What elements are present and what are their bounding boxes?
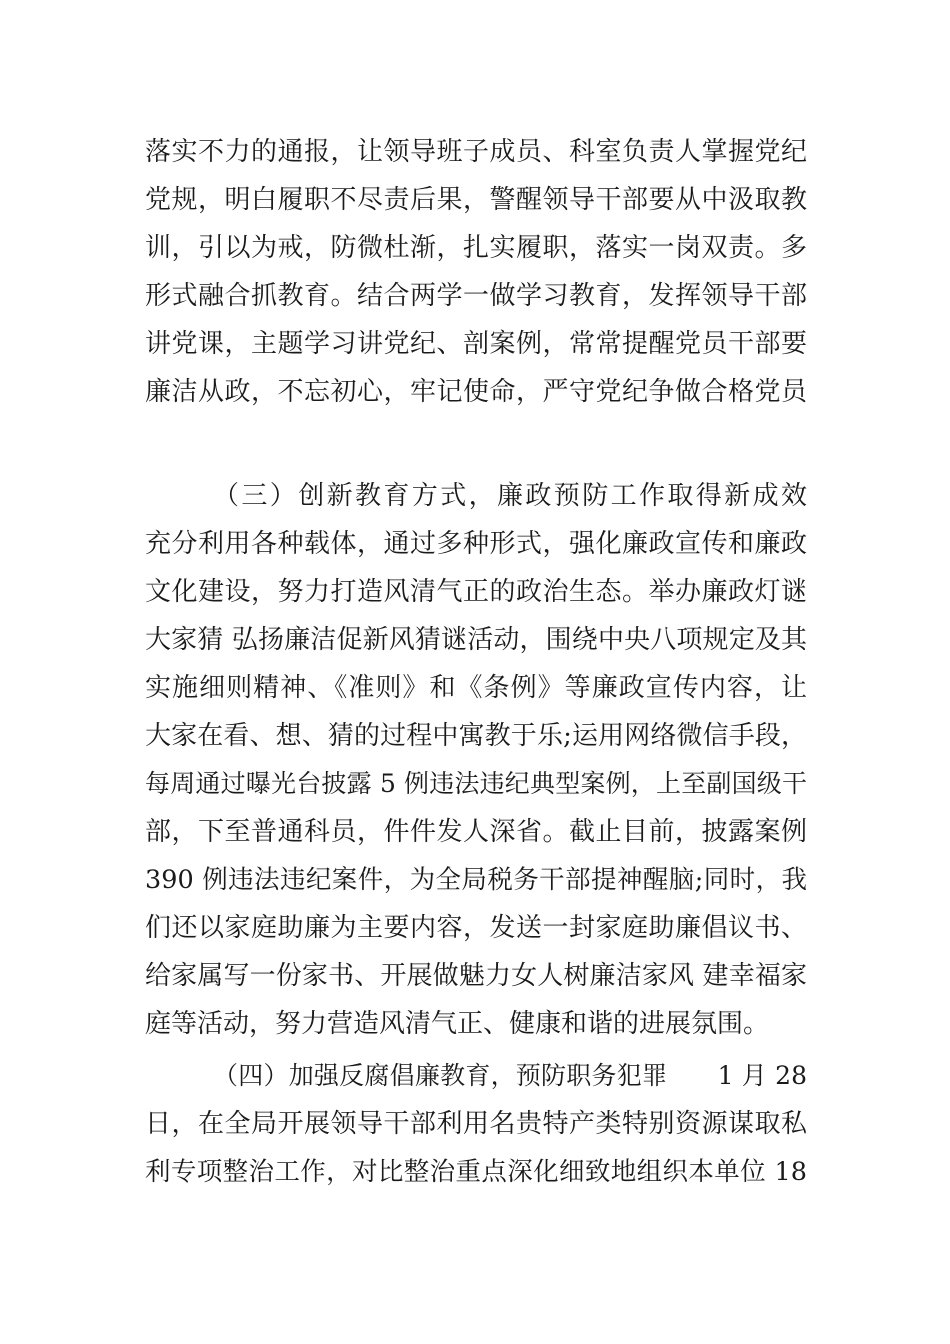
text-line: 大家猜 弘扬廉洁促新风猜谜活动，围绕中央八项规定及其 [145,625,807,655]
section-heading: （三）创新教育方式，廉政预防工作取得新成效 [213,481,807,511]
text-line: 党规，明白履职不尽责后果，警醒领导干部要从中汲取教 [145,185,807,215]
text-line: 部，下至普通科员，件件发人深省。截止目前，披露案例 [145,817,807,847]
text-line: 落实不力的通报，让领导班子成员、科室负责人掌握党纪 [145,137,807,167]
text-line: 日，在全局开展领导干部利用名贵特产类特别资源谋取私 [145,1109,807,1139]
text-line: 训，引以为戒，防微杜渐，扎实履职，落实一岗双责。多 [145,233,807,263]
text-line: 每周通过曝光台披露 5 例违法违纪典型案例，上至副国级干 [145,769,807,798]
text-line: 给家属写一份家书、开展做魅力女人树廉洁家风 建幸福家 [145,961,807,991]
text-line: 讲党课，主题学习讲党纪、剖案例，常常提醒党员干部要 [145,329,807,359]
text-line: 390 例违法违纪案件，为全局税务干部提神醒脑;同时，我 [145,865,807,895]
text-line: 文化建设，努力打造风清气正的政治生态。举办廉政灯谜 [145,577,807,607]
text-line: 廉洁从政，不忘初心，牢记使命，严守党纪争做合格党员 [145,377,807,407]
text-line: 实施细则精神、《准则》和《条例》等廉政宣传内容，让 [145,673,807,703]
text-line: 形式融合抓教育。结合两学一做学习教育，发挥领导干部 [145,281,807,311]
text-line: 充分利用各种载体，通过多种形式，强化廉政宣传和廉政 [145,529,807,559]
text-line: 利专项整治工作，对比整治重点深化细致地组织本单位 18 [145,1157,807,1187]
text-line: 庭等活动，努力营造风清气正、健康和谐的进展氛围。 [145,1009,770,1039]
text-line: 大家在看、想、猜的过程中寓教于乐;运用网络微信手段， [145,721,807,751]
text-line: 们还以家庭助廉为主要内容，发送一封家庭助廉倡议书、 [145,913,807,943]
section-heading: （四）加强反腐倡廉教育，预防职务犯罪 1 月 28 [213,1061,807,1090]
